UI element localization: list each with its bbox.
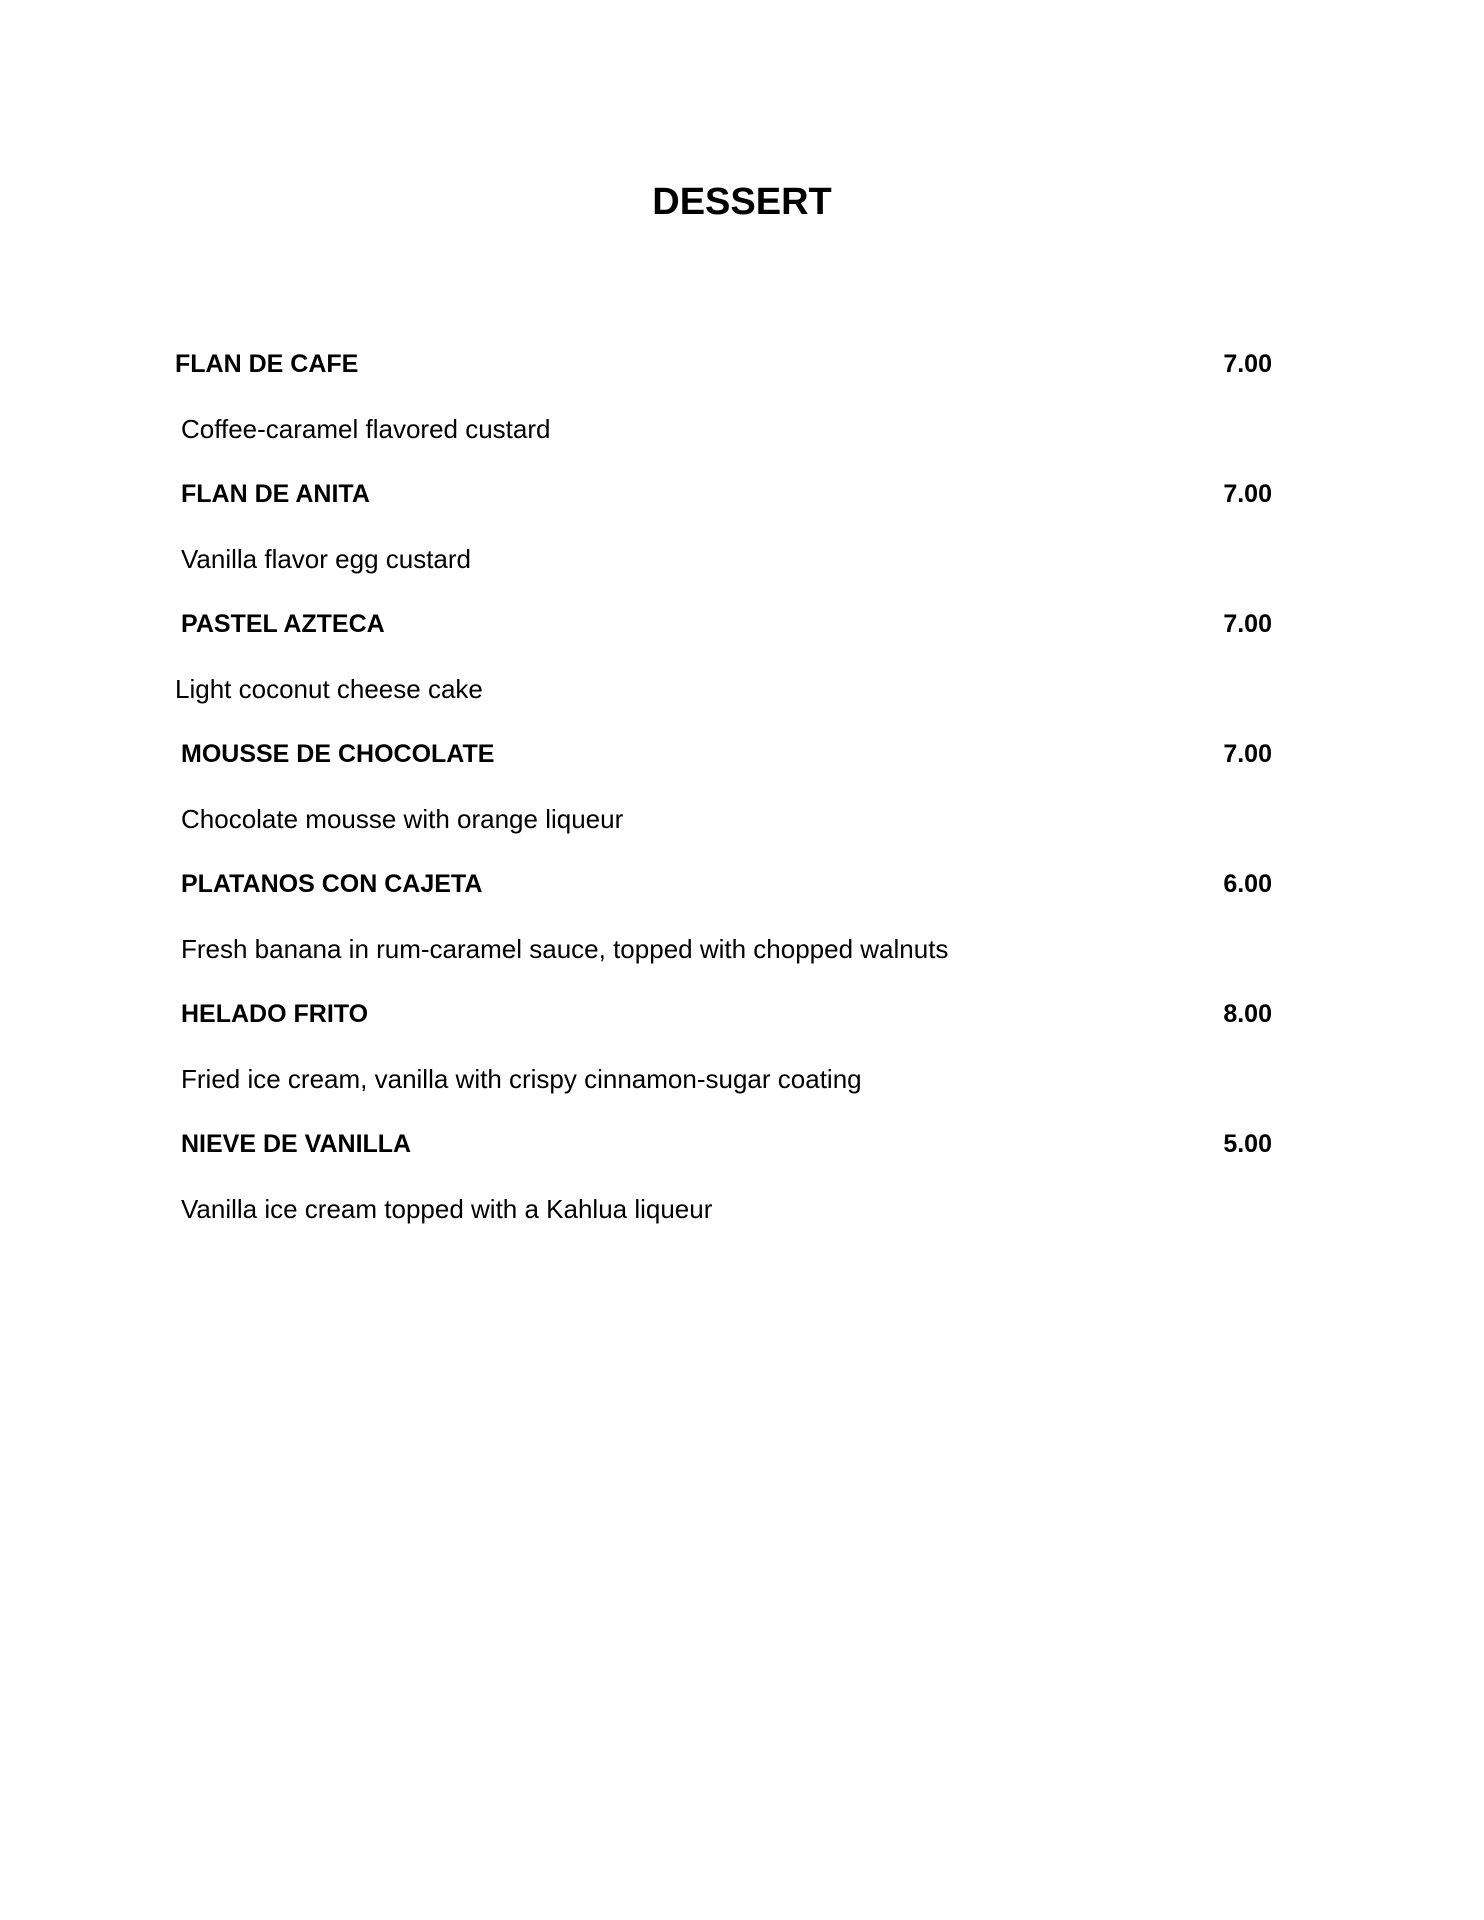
- menu-item-row: [0, 467, 1484, 532]
- menu-item-name: FLAN DE ANITA: [181, 480, 370, 508]
- menu-item-price: 8.00: [1223, 1000, 1272, 1028]
- menu-item-description-row: [0, 402, 1484, 467]
- menu-item-description: Light coconut cheese cake: [175, 674, 483, 704]
- page-title: DESSERT: [652, 181, 832, 223]
- menu-item-description-row: [0, 1182, 1484, 1247]
- menu-item-price: 7.00: [1223, 610, 1272, 638]
- menu-item-description-row: [0, 532, 1484, 597]
- menu-item-description: Vanilla ice cream topped with a Kahlua liqueur: [181, 1194, 713, 1224]
- menu-item-description-row: [0, 922, 1484, 987]
- menu-item-row: [0, 597, 1484, 662]
- menu-item-name: MOUSSE DE CHOCOLATE: [181, 740, 495, 768]
- menu-item-description: Chocolate mousse with orange liqueur: [181, 804, 624, 834]
- menu-item-description: Vanilla flavor egg custard: [181, 544, 472, 574]
- menu-item-description-row: [0, 662, 1484, 727]
- menu-item-name: PLATANOS CON CAJETA: [181, 870, 483, 898]
- menu-item-row: [0, 337, 1484, 402]
- menu-item-description: Fried ice cream, vanilla with crispy cinnamon-sugar coating: [181, 1064, 862, 1094]
- menu-item-price: 7.00: [1223, 740, 1272, 768]
- menu-item-name: HELADO FRITO: [181, 1000, 369, 1028]
- menu-item-description: Coffee-caramel flavored custard: [181, 414, 551, 444]
- menu-item-name: FLAN DE CAFE: [175, 350, 359, 378]
- menu-item-price: 7.00: [1223, 350, 1272, 378]
- menu-item-row: [0, 857, 1484, 922]
- menu-item-description-row: [0, 1052, 1484, 1117]
- menu-item-description-row: [0, 792, 1484, 857]
- menu-item-row: [0, 727, 1484, 792]
- menu-item-price: 7.00: [1223, 480, 1272, 508]
- menu-item-row: [0, 987, 1484, 1052]
- menu-item-row: [0, 1117, 1484, 1182]
- menu-item-name: PASTEL AZTECA: [181, 610, 385, 638]
- menu-item-price: 5.00: [1223, 1130, 1272, 1158]
- menu-item-price: 6.00: [1223, 870, 1272, 898]
- menu-item-name: NIEVE DE VANILLA: [181, 1130, 412, 1158]
- dessert-menu-list: [0, 337, 1484, 1247]
- menu-item-description: Fresh banana in rum-caramel sauce, topped with chopped walnuts: [181, 934, 949, 964]
